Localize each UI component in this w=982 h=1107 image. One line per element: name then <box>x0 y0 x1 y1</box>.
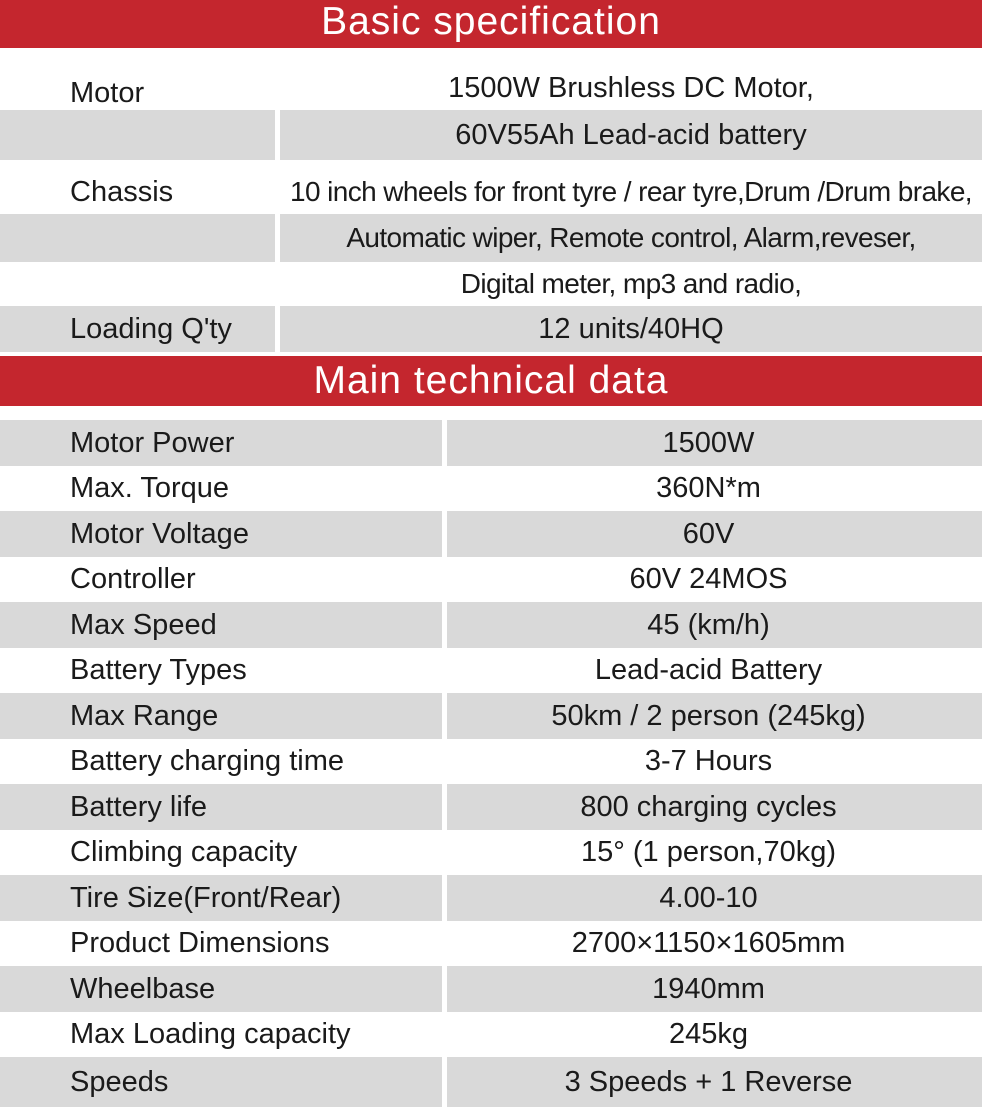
tech-label: Max. Torque <box>70 472 230 504</box>
tech-row <box>0 966 982 1012</box>
tech-row <box>0 739 982 784</box>
motor-value-line-1: 1500W Brushless DC Motor, <box>448 71 814 104</box>
tech-label: Motor Voltage <box>70 517 249 550</box>
tech-value: 60V 24MOS <box>629 563 788 595</box>
tech-row <box>0 648 982 693</box>
tech-value: 4.00-10 <box>659 881 758 914</box>
tech-row <box>0 1057 982 1107</box>
tech-value: 800 charging cycles <box>580 790 837 823</box>
tech-row <box>0 1012 982 1057</box>
tech-value: 245kg <box>668 1018 748 1050</box>
tech-row <box>0 420 982 466</box>
tech-label: Climbing capacity <box>70 836 298 868</box>
tech-label: Wheelbase <box>70 972 216 1005</box>
tech-value: 3-7 Hours <box>644 745 773 777</box>
basic-spec-title: Basic specification <box>321 0 661 43</box>
tech-value: 3 Speeds + 1 Reverse <box>564 1065 853 1098</box>
tech-label: Max Loading capacity <box>70 1018 351 1050</box>
motor-row-line-2 <box>0 110 982 160</box>
tech-value: Lead-acid Battery <box>594 654 823 686</box>
tech-label: Controller <box>70 563 196 595</box>
tech-data-header <box>0 356 982 406</box>
basic-spec-header <box>0 0 982 48</box>
tech-label: Battery life <box>70 790 207 823</box>
tech-row <box>0 511 982 557</box>
tech-value: 360N*m <box>656 472 761 504</box>
chassis-value-line-1: 10 inch wheels for front tyre / rear tyre,Drum /Drum brake, <box>290 176 972 207</box>
tech-row <box>0 693 982 739</box>
tech-label: Product Dimensions <box>70 927 330 959</box>
tech-value: 45 (km/h) <box>647 608 770 641</box>
tech-value: 1940mm <box>652 972 765 1005</box>
tech-label: Battery Types <box>70 654 247 686</box>
tech-value: 2700×1150×1605mm <box>571 927 846 959</box>
tech-row <box>0 921 982 966</box>
tech-row <box>0 784 982 830</box>
tech-value: 15° (1 person,70kg) <box>580 836 837 868</box>
tech-label: Battery charging time <box>70 745 345 777</box>
tech-row <box>0 557 982 602</box>
tech-row <box>0 875 982 921</box>
motor-label: Motor <box>70 76 145 109</box>
tech-row <box>0 830 982 875</box>
tech-row <box>0 466 982 511</box>
motor-row-line-1 <box>0 66 982 110</box>
tech-value: 1500W <box>662 426 755 459</box>
tech-row <box>0 602 982 648</box>
tech-value: 60V <box>682 517 735 550</box>
tech-data-title: Main technical data <box>313 359 669 402</box>
chassis-row-line-3 <box>0 262 982 306</box>
motor-value-line-2: 60V55Ah Lead-acid battery <box>455 118 807 151</box>
loading-label: Loading Q'ty <box>70 312 232 345</box>
tech-label: Speeds <box>70 1065 169 1098</box>
loading-row <box>0 306 982 352</box>
tech-label: Max Speed <box>70 608 217 641</box>
tech-label: Max Range <box>70 699 219 732</box>
tech-label: Tire Size(Front/Rear) <box>70 881 342 914</box>
tech-label: Motor Power <box>70 426 235 459</box>
chassis-value-line-2: Automatic wiper, Remote control, Alarm,reveser, <box>346 222 916 253</box>
chassis-row-line-2 <box>0 214 982 262</box>
tech-value: 50km / 2 person (245kg) <box>551 699 866 732</box>
loading-value: 12 units/40HQ <box>538 312 724 345</box>
chassis-value-line-3: Digital meter, mp3 and radio, <box>460 268 802 299</box>
chassis-label: Chassis <box>70 175 174 208</box>
